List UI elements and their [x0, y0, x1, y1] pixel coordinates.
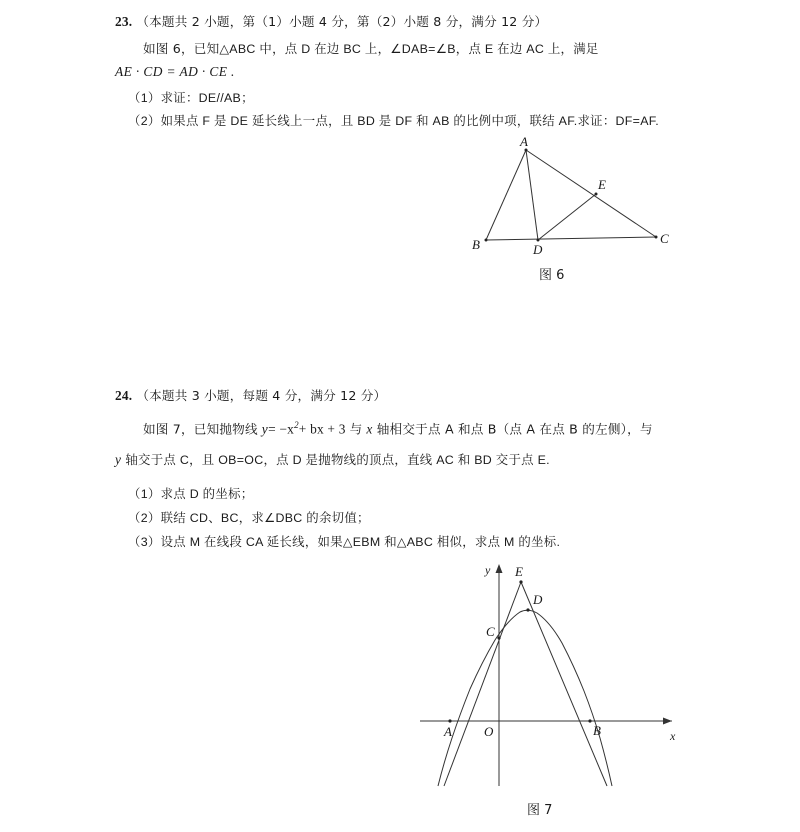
label-E: E: [515, 564, 523, 579]
label-y-axis: y: [485, 563, 491, 577]
y-axis-arrow: [496, 564, 503, 573]
vertex-dot-B: [588, 719, 591, 722]
problem-24-header-line: [115, 386, 386, 406]
problem-24-sub-2: [128, 508, 370, 528]
equation-y: y: [261, 421, 269, 437]
segment-DE: [538, 194, 596, 240]
label-D: D: [533, 242, 543, 257]
stem-24-connector: 与: [349, 421, 363, 437]
vertex-dot-E: [595, 193, 598, 196]
vertex-dot-A: [448, 719, 451, 722]
label-D: D: [533, 592, 543, 607]
figure-6: [448, 137, 688, 267]
label-origin-O: O: [484, 724, 494, 739]
figure-6-caption: 图 6: [539, 268, 565, 283]
problem-24-header-text: （本题共 3 小题，每题 4 分，满分 12 分）: [136, 388, 387, 403]
label-B: B: [593, 723, 601, 738]
label-E: E: [598, 177, 606, 192]
vertex-dot-D: [526, 608, 529, 611]
equation-body: = −x: [268, 421, 295, 437]
vertex-dot-E: [519, 580, 522, 583]
problem-23-header-text: （本题共 2 小题，第（1）小题 4 分，第（2）小题 8 分，满分 12 分）: [136, 14, 548, 29]
problem-24-stem-line-1: [143, 419, 653, 440]
stem-24-part-a: 如图 7，已知抛物线: [143, 421, 258, 437]
sub-24-1-text: （1）求点 D 的坐标；: [128, 487, 254, 501]
x-axis-arrow: [663, 718, 672, 725]
x-axis-var: x: [366, 421, 373, 437]
segment-AC: [526, 150, 656, 237]
problem-23-sub-2: [128, 111, 659, 131]
formula-ae-cd-ad-ce: AE · CD = AD · CE .: [115, 64, 235, 79]
segment-BC: [486, 237, 656, 240]
label-C: C: [486, 624, 495, 639]
stem-23-part-c: DAB=: [401, 42, 436, 56]
stem-24-part-c: 轴相交于点 A 和点 B（点 A 在点 B 的左侧），与: [376, 421, 653, 437]
figure-7: [400, 558, 690, 793]
vertex-dot-B: [485, 239, 488, 242]
vertex-dot-C: [497, 636, 500, 639]
sub-23-2-text: （2）如果点 F 是 DE 延长线上一点，且 BD 是 DF 和 AB 的比例中项，联结 AF.求证：DF=AF.: [128, 114, 659, 128]
stem-23-part-a: 如图 6，已知: [143, 41, 220, 56]
sub-24-2-text: （2）联结 CD、BC，求∠DBC 的余切值；: [128, 511, 370, 525]
triangle-symbol: △: [219, 41, 230, 56]
sub-24-3-text: （3）设点 M 在线段 CA 延长线，如果△EBM 和△ABC 相似，求点 M 的坐标.: [128, 535, 561, 549]
figure-7-caption: 图 7: [527, 803, 553, 818]
problem-24-stem-line-2: [115, 450, 550, 470]
stem-24-line2-text: 轴交于点 C，且 OB=OC，点 D 是抛物线的顶点，直线 AC 和 BD 交于点 E.: [125, 453, 550, 467]
stem-23-part-d: B，点 E 在边 AC 上，满足: [447, 42, 599, 56]
label-A: A: [520, 137, 528, 149]
problem-23-formula-line: [115, 62, 235, 82]
problem-24-sub-1: [128, 484, 253, 504]
problem-24-sub-3: [128, 532, 560, 552]
y-axis-var: y: [115, 452, 122, 467]
problem-23-number: 23.: [115, 14, 133, 29]
segment-AD: [526, 150, 538, 240]
label-A: A: [444, 724, 452, 739]
segment-AB: [486, 150, 526, 240]
line-BD-extended: [521, 582, 607, 786]
sub-23-1-text: （1）求证：DE//AB；: [128, 91, 254, 105]
problem-23-header-line: [115, 12, 547, 32]
equation-exponent: 2: [294, 420, 299, 430]
equation-tail: + bx + 3: [298, 421, 346, 437]
vertex-dot-C: [655, 236, 658, 239]
problem-24-number: 24.: [115, 388, 133, 403]
label-x-axis: x: [670, 729, 676, 743]
parabola-curve: [438, 610, 612, 786]
angle-symbol-2: ∠: [435, 41, 448, 56]
line-AC-extended: [444, 582, 521, 786]
problem-23-sub-1: [128, 88, 254, 108]
stem-23-part-b: ABC 中，点 D 在边 BC 上，: [229, 42, 391, 56]
label-C: C: [660, 231, 669, 246]
angle-symbol-1: ∠: [390, 41, 402, 56]
problem-23-stem-line-1: [143, 39, 599, 59]
label-B: B: [472, 237, 480, 252]
